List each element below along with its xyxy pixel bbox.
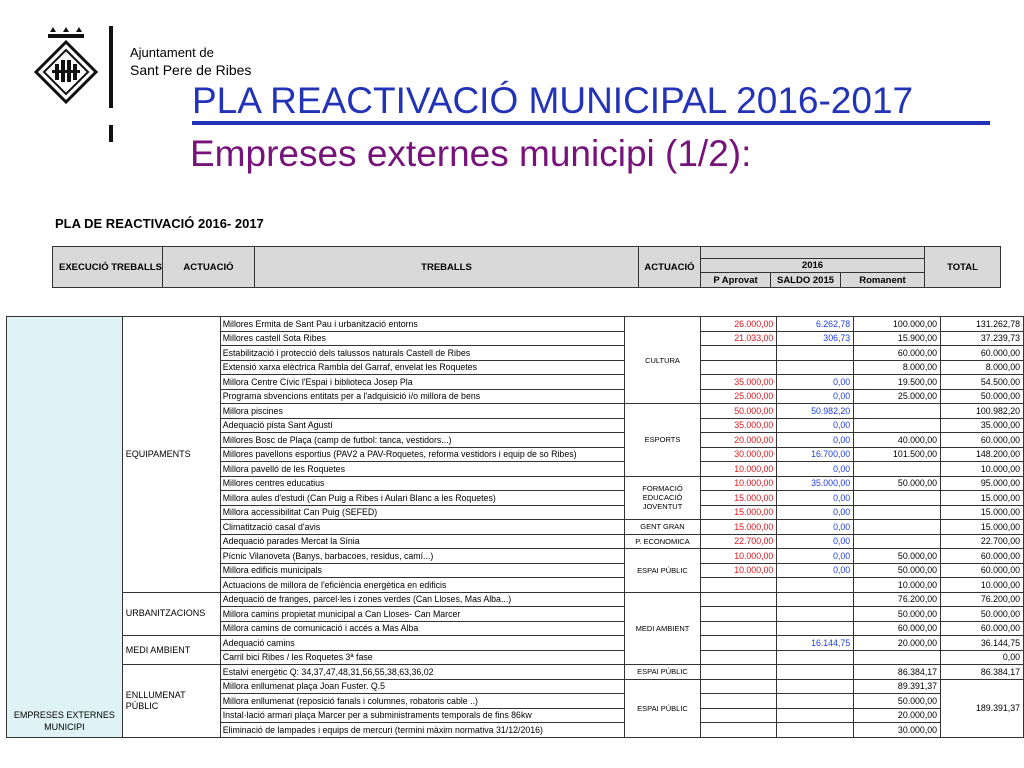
aprovat-cell [701,607,777,622]
actuacio-cell: GENT GRAN [624,520,701,535]
aprovat-cell [701,708,777,723]
saldo-cell [777,694,854,709]
saldo-cell [777,360,854,375]
saldo-cell [777,607,854,622]
aprovat-cell: 30.000,00 [701,447,777,462]
romanent-cell: 76.200,00 [854,592,941,607]
works-data-table [6,316,1024,738]
treball-cell: Millora Centre Cívic l'Espai i biblioteca Josep Pla [220,375,624,390]
saldo-cell: 0,00 [777,418,854,433]
total-cell: 86.384,17 [941,665,1024,680]
treball-cell: Climatització casal d'avis [220,520,624,535]
col-header-actuacio-2: ACTUACIÓ [639,247,701,288]
romanent-cell: 101.500,00 [854,447,941,462]
slide-subtitle: Empreses externes municipi (1/2): [190,133,752,174]
total-cell: 60.000,00 [941,433,1024,448]
treball-cell: Adequació camins [220,636,624,651]
romanent-cell: 86.384,17 [854,665,941,680]
treball-cell: Adequació de franges, parcel·les i zones verdes (Can Lloses, Mas Alba...) [220,592,624,607]
saldo-cell [777,723,854,738]
municipal-coat-of-arms-logo [30,22,102,118]
aprovat-cell [701,665,777,680]
total-cell: 50.000,00 [941,607,1024,622]
saldo-cell: 50.982,20 [777,404,854,419]
sheet-title: PLA DE REACTIVACIÓ 2016- 2017 [55,216,264,231]
col-header-p-aprovat: P Aprovat [701,273,771,288]
table-row [7,317,1024,332]
total-cell: 148.200,00 [941,447,1024,462]
org-name-line2: Sant Pere de Ribes [130,62,252,78]
col-header-year: 2016 [701,259,925,273]
table-row [7,665,1024,680]
total-cell: 8.000,00 [941,360,1024,375]
saldo-cell: 0,00 [777,462,854,477]
treball-cell: Millora camins propietat municipal a Can Lloses- Can Marcer [220,607,624,622]
sheet-header-table [52,246,1001,288]
aprovat-cell: 10.000,00 [701,462,777,477]
aprovat-cell: 35.000,00 [701,418,777,433]
actuacio-cell: ESPAI PÚBLIC [624,679,701,737]
saldo-cell: 0,00 [777,549,854,564]
actuacio-cell: ESPORTS [624,404,701,477]
treball-cell: Estabilització i protecció dels talussos naturals Castell de Ribes [220,346,624,361]
org-name-line1: Ajuntament de [130,45,214,60]
saldo-cell: 0,00 [777,389,854,404]
aprovat-cell: 35.000,00 [701,375,777,390]
romanent-cell: 25.000,00 [854,389,941,404]
saldo-cell [777,592,854,607]
romanent-cell: 20.000,00 [854,708,941,723]
table-row [7,592,1024,607]
romanent-cell: 40.000,00 [854,433,941,448]
romanent-cell [854,520,941,535]
saldo-cell [777,679,854,694]
total-cell: 36.144,75 [941,636,1024,651]
total-cell: 10.000,00 [941,578,1024,593]
romanent-cell [854,418,941,433]
romanent-cell: 20.000,00 [854,636,941,651]
treball-cell: Millora aules d'estudi (Can Puig a Ribes i Aulari Blanc a les Roquetes) [220,491,624,506]
romanent-cell: 50.000,00 [854,563,941,578]
aprovat-cell: 21.033,00 [701,331,777,346]
saldo-cell: 16.700,00 [777,447,854,462]
col-header-romanent: Romanent [841,273,925,288]
romanent-cell: 50.000,00 [854,476,941,491]
aprovat-cell: 20.000,00 [701,433,777,448]
actuacio-cell: ESPAI PÚBLIC [624,549,701,593]
saldo-cell: 35.000,00 [777,476,854,491]
total-cell: 189.391,37 [941,679,1024,737]
romanent-cell: 100.000,00 [854,317,941,332]
treball-cell: Instal·lació armari plaça Marcer per a subministraments temporals de fins 86kw [220,708,624,723]
romanent-cell [854,404,941,419]
total-cell: 50.000,00 [941,389,1024,404]
saldo-cell: 6.262,78 [777,317,854,332]
treball-cell: Millores Bosc de Plaça (camp de futbol: tanca, vestidors...) [220,433,624,448]
subcategory-cell: EQUIPAMENTS [122,317,220,593]
total-cell: 60.000,00 [941,549,1024,564]
aprovat-cell [701,636,777,651]
aprovat-cell: 15.000,00 [701,520,777,535]
col-header-actuacio: ACTUACIÓ [163,247,255,288]
romanent-cell [854,491,941,506]
table-row [7,636,1024,651]
aprovat-cell: 50.000,00 [701,404,777,419]
aprovat-cell: 10.000,00 [701,476,777,491]
treball-cell: Millora piscines [220,404,624,419]
total-cell: 15.000,00 [941,491,1024,506]
romanent-cell [854,650,941,665]
romanent-cell: 60.000,00 [854,346,941,361]
saldo-cell: 0,00 [777,563,854,578]
col-header-treballs: TREBALLS [255,247,639,288]
romanent-cell: 19.500,00 [854,375,941,390]
treball-cell: Millora accessibilitat Can Puig (SEFED) [220,505,624,520]
aprovat-cell: 25.000,00 [701,389,777,404]
total-cell: 60.000,00 [941,346,1024,361]
treball-cell: Millora enllumenat (reposició fanals i columnes, robatoris cable ..) [220,694,624,709]
saldo-cell: 0,00 [777,505,854,520]
saldo-cell [777,665,854,680]
total-cell: 10.000,00 [941,462,1024,477]
aprovat-cell: 22.700,00 [701,534,777,549]
title-underline [192,121,990,125]
treball-cell: Millores Ermita de Sant Pau i urbanització entorns [220,317,624,332]
total-cell: 15.000,00 [941,505,1024,520]
romanent-cell: 50.000,00 [854,549,941,564]
col-header-saldo: SALDO 2015 [771,273,841,288]
saldo-cell: 0,00 [777,491,854,506]
total-cell: 60.000,00 [941,563,1024,578]
aprovat-cell [701,592,777,607]
total-cell: 35.000,00 [941,418,1024,433]
romanent-cell [854,534,941,549]
actuacio-cell: P. ECONOMICA [624,534,701,549]
actuacio-cell: ESPAI PÚBLIC [624,665,701,680]
total-cell: 100.982,20 [941,404,1024,419]
saldo-cell: 0,00 [777,534,854,549]
aprovat-cell [701,346,777,361]
saldo-cell: 16.144,75 [777,636,854,651]
actuacio-cell: CULTURA [624,317,701,404]
saldo-cell [777,578,854,593]
treball-cell: Pícnic Vilanoveta (Banys, barbacoes, residus, camí...) [220,549,624,564]
treball-cell: Estalvi energètic Q: 34,37,47,48,31,56,55,38,63,36,02 [220,665,624,680]
romanent-cell: 50.000,00 [854,694,941,709]
slide-title: PLA REACTIVACIÓ MUNICIPAL 2016-2017 [192,80,914,121]
total-cell: 95.000,00 [941,476,1024,491]
romanent-cell: 15.900,00 [854,331,941,346]
treball-cell: Millora camins de comunicació i accés a Mas Alba [220,621,624,636]
col-header-total: TOTAL [925,247,1001,288]
treball-cell: Extensió xarxa elèctrica Rambla del Garraf, envelat les Roquetes [220,360,624,375]
treball-cell: Actuacions de millora de l'eficiència energètica en edificis [220,578,624,593]
total-cell: 0,00 [941,650,1024,665]
saldo-cell [777,708,854,723]
romanent-cell [854,505,941,520]
subcategory-cell: URBANITZACIONS [122,592,220,636]
aprovat-cell [701,694,777,709]
saldo-cell: 0,00 [777,520,854,535]
saldo-cell: 0,00 [777,433,854,448]
treball-cell: Millores centres educatius [220,476,624,491]
total-cell: 22.700,00 [941,534,1024,549]
total-cell: 37.239,73 [941,331,1024,346]
romanent-cell: 60.000,00 [854,621,941,636]
aprovat-cell [701,578,777,593]
subcategory-cell: MEDI AMBIENT [122,636,220,665]
romanent-cell: 50.000,00 [854,607,941,622]
saldo-cell [777,346,854,361]
aprovat-cell [701,679,777,694]
header-divider-line-lower [109,125,113,142]
romanent-cell: 8.000,00 [854,360,941,375]
total-cell: 54.500,00 [941,375,1024,390]
saldo-cell [777,621,854,636]
saldo-cell [777,650,854,665]
total-cell: 15.000,00 [941,520,1024,535]
romanent-cell: 30.000,00 [854,723,941,738]
actuacio-cell: FORMACIÓ EDUCACIÓ JOVENTUT [624,476,701,520]
aprovat-cell [701,621,777,636]
treball-cell: Millores pavellons esportius (PAV2 a PAV-Roquetes, reforma vestidors i equip de so Ribes) [220,447,624,462]
total-cell: 60.000,00 [941,621,1024,636]
aprovat-cell [701,650,777,665]
category-cell: EMPRESES EXTERNES MUNICIPI [7,317,123,738]
col-header-blank [701,247,925,259]
treball-cell: Adequació parades Mercat la Sínia [220,534,624,549]
aprovat-cell: 10.000,00 [701,549,777,564]
treball-cell: Millora enllumenat plaça Joan Fuster. Q.5 [220,679,624,694]
subcategory-cell: ENLLUMENAT PÚBLIC [122,665,220,738]
total-cell: 131.262,78 [941,317,1024,332]
total-cell: 76.200,00 [941,592,1024,607]
romanent-cell: 89.391,37 [854,679,941,694]
header-divider-line [109,26,113,108]
treball-cell: Millora pavelló de les Roquetes [220,462,624,477]
actuacio-cell: MEDI AMBIENT [624,592,701,665]
treball-cell: Millora edificis municipals [220,563,624,578]
saldo-cell: 0,00 [777,375,854,390]
treball-cell: Programa sbvencions entitats per a l'adquisició i/o millora de bens [220,389,624,404]
treball-cell: Millores castell Sota Ribes [220,331,624,346]
treball-cell: Eliminació de lampades i equips de mercuri (termini màxim normativa 31/12/2016) [220,723,624,738]
romanent-cell: 10.000,00 [854,578,941,593]
aprovat-cell: 15.000,00 [701,505,777,520]
aprovat-cell: 26.000,00 [701,317,777,332]
treball-cell: Adequació pista Sant Agustí [220,418,624,433]
col-header-execucio: EXECUCIÓ TREBALLS [53,247,163,288]
romanent-cell [854,462,941,477]
treball-cell: Carril bici Ribes / les Roquetes 3ª fase [220,650,624,665]
aprovat-cell [701,723,777,738]
aprovat-cell: 10.000,00 [701,563,777,578]
aprovat-cell: 15.000,00 [701,491,777,506]
saldo-cell: 306,73 [777,331,854,346]
aprovat-cell [701,360,777,375]
